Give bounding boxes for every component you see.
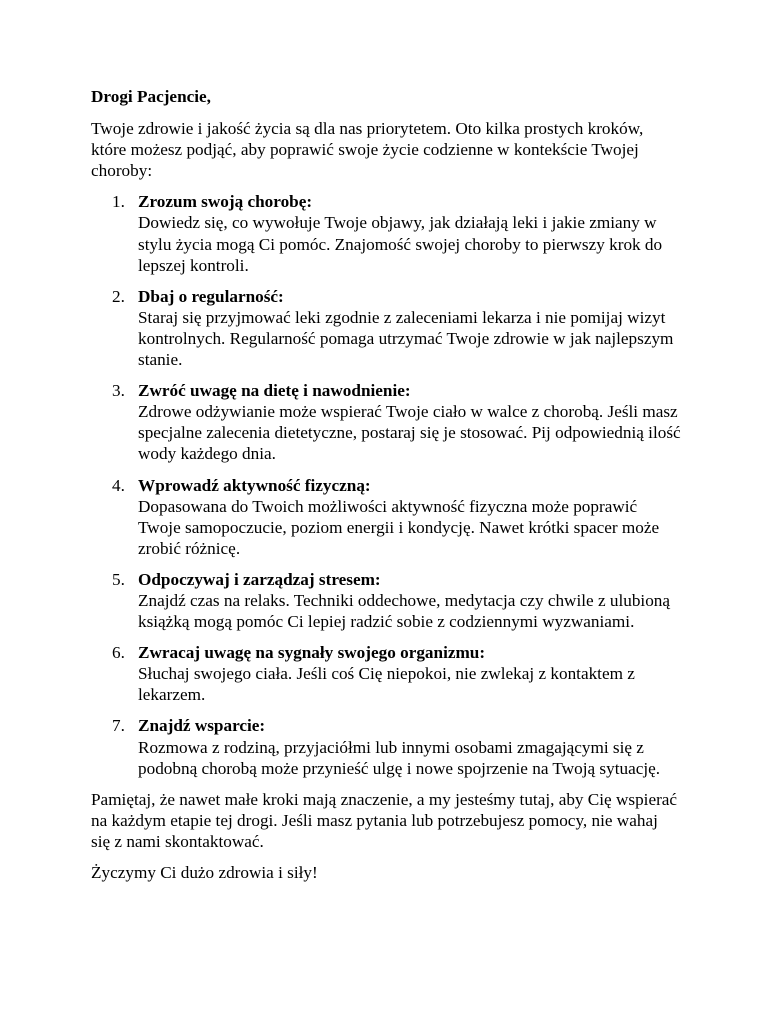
step-body: Dowiedz się, co wywołuje Twoje objawy, jak działają leki i jakie zmiany w stylu życia mogą Ci pomóc. Znajomość swojej choroby to pierwszy krok do lepszej kontroli. [138, 213, 663, 275]
step-title: Odpoczywaj i zarządzaj stresem: [138, 569, 381, 589]
list-item [91, 475, 681, 559]
intro-paragraph: Twoje zdrowie i jakość życia są dla nas priorytetem. Oto kilka prostych kroków, które możesz podjąć, aby poprawić swoje życie codzienne w kontekście Twojej choroby: [91, 119, 644, 181]
list-item [91, 715, 681, 778]
step-title: Wprowadź aktywność fizyczną: [138, 475, 371, 495]
step-number: 3. [112, 381, 125, 401]
step-title: Znajdź wsparcie: [138, 716, 266, 736]
step-title: Zwracaj uwagę na sygnały swojego organizmu: [138, 643, 486, 663]
step-title: Zwróć uwagę na dietę i nawodnienie: [138, 381, 411, 401]
step-body: Staraj się przyjmować leki zgodnie z zaleceniami lekarza i nie pomijaj wizyt kontrolnych. Regularność pomaga utrzymać Twoje zdrowie w jak najlepszym stanie. [138, 307, 674, 370]
farewell-line: Życzymy Ci dużo zdrowia i siły! [91, 863, 318, 882]
step-title: Zrozum swoją chorobę: [138, 192, 313, 212]
list-item [91, 286, 681, 370]
step-number: 6. [112, 643, 125, 663]
letter-document [91, 86, 681, 893]
step-number: 4. [112, 475, 125, 495]
steps-list [91, 191, 681, 778]
list-item [91, 642, 681, 705]
list-item [91, 191, 681, 275]
closing-paragraph: Pamiętaj, że nawet małe kroki mają znaczenie, a my jesteśmy tutaj, aby Cię wspierać na każdym etapie tej drogi. Jeśli masz pytania lub potrzebujesz pomocy, nie wahaj się z nami skontaktować. [91, 789, 678, 851]
step-body: Zdrowe odżywianie może wspierać Twoje ciało w walce z chorobą. Jeśli masz specjalne zalecenia dietetyczne, postaraj się je stosować. Pij odpowiednią ilość wody każdego dnia. [138, 402, 681, 464]
step-number: 2. [112, 286, 125, 306]
step-number: 5. [112, 569, 125, 589]
step-title: Dbaj o regularność: [138, 286, 284, 306]
step-body: Znajdź czas na relaks. Techniki oddechowe, medytacja czy chwile z ulubioną książką mogą pomóc Ci lepiej radzić sobie z codziennymi wyzwaniami. [138, 590, 671, 632]
step-number: 1. [112, 192, 125, 212]
step-body: Słuchaj swojego ciała. Jeśli coś Cię niepokoi, nie zwlekaj z kontaktem z lekarzem. [138, 664, 635, 705]
list-item [91, 380, 681, 464]
step-body: Dopasowana do Twoich możliwości aktywność fizyczna może poprawić Twoje samopoczucie, poziom energii i kondycję. Nawet krótki spacer może zrobić różnicę. [138, 496, 660, 558]
step-number: 7. [112, 716, 125, 736]
step-body: Rozmowa z rodziną, przyjaciółmi lub innymi osobami zmagającymi się z podobną chorobą może przynieść ulgę i nowe spojrzenie na Twoją sytuację. [138, 737, 661, 778]
list-item [91, 569, 681, 632]
letter-greeting: Drogi Pacjencie, [91, 87, 211, 106]
